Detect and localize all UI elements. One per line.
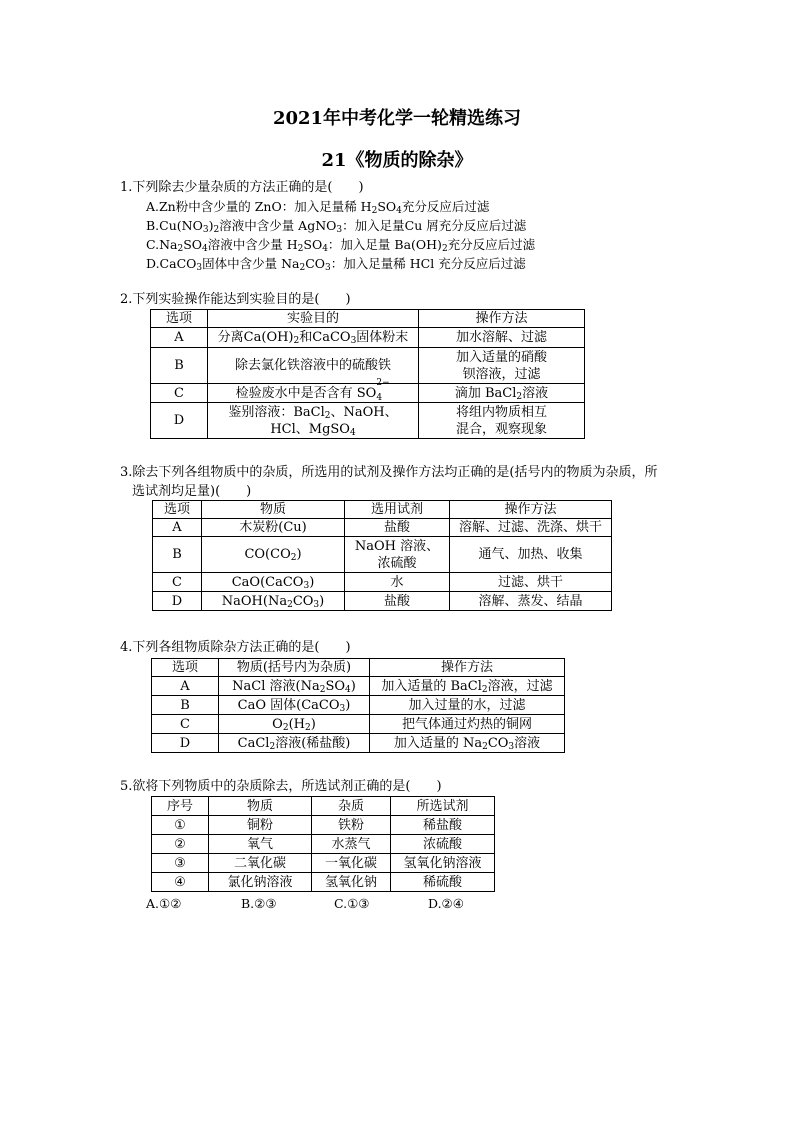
q3-stem-line1: 3.除去下列各组物质中的杂质，所选用的试剂及操作方法均正确的是(括号内的物质为杂质，所 [120,465,658,480]
q5-answer-b: B.②③ [241,896,277,911]
table-cell: 溶解、过滤、洗涤、烘干 [450,519,612,537]
table-header: 选用试剂 [345,501,450,519]
table-row [153,592,612,611]
table-cell: 加入适量的 $Na_2CO_3$溶液 [370,734,565,753]
q4-table [151,658,565,753]
table-header-row [152,659,565,677]
table-header: 物质(括号内为杂质) [219,659,370,677]
table-row [152,715,565,734]
table-cell: 木炭粉(Cu) [202,519,345,537]
table-cell: 将组内物质相互 混合，观察现象 [419,403,585,439]
table-cell: 通气、加热、收集 [450,537,612,573]
table-row [152,734,565,753]
table-cell: 鉴别溶液：BaCl$_2$、NaOH、 HCl、MgSO$_4$ [208,403,419,439]
table-cell: B [151,348,208,384]
table-cell: B [153,537,202,573]
q3-table [152,500,612,611]
table-header: 操作方法 [450,501,612,519]
q4-stem: 4.下列各组物质除杂方法正确的是( ) [120,640,351,655]
table-header-row [151,310,585,328]
table-cell: ④ [152,873,209,892]
table-cell: CaCl$_2$溶液(稀盐酸) [219,734,370,753]
q1-stem: 1.下列除去少量杂质的方法正确的是( ) [120,180,364,195]
table-cell: 氢氧化钠 [312,873,391,892]
page-title: 2021年中考化学一轮精选练习 [272,108,522,129]
table-header: 所选试剂 [391,797,495,816]
table-cell: ② [152,835,209,854]
table-cell: 滴加 BaCl$_2$溶液 [419,384,585,403]
table-cell: 氯化钠溶液 [209,873,312,892]
table-cell: A [152,677,219,696]
table-cell: 加入过量的水，过滤 [370,696,565,715]
table-cell: C [152,715,219,734]
table-header: 操作方法 [370,659,565,677]
table-cell: D [151,403,208,439]
table-cell: 铁粉 [312,816,391,835]
table-header: 杂质 [312,797,391,816]
table-header: 物质 [202,501,345,519]
q5-answer-c: C.①③ [334,896,370,911]
q1-option-d: D.CaCO$_3$固体中含少量 $Na_2CO_3$：加入足量稀 HCl 充分反应后过滤 [146,256,526,273]
q3-stem-line2: 选试剂均足量)( ) [132,484,252,499]
q5-stem: 5.欲将下列物质中的杂质除去，所选试剂正确的是( ) [120,779,442,794]
table-row [152,816,495,835]
table-cell: 检验废水中是否含有 SO 2− 4 [208,384,419,403]
table-cell: 加水溶解、过滤 [419,328,585,348]
table-cell: 盐酸 [345,592,450,611]
table-header: 选项 [151,310,208,328]
table-row [151,384,585,403]
table-cell: C [151,384,208,403]
table-header: 选项 [152,659,219,677]
table-cell: 氧气 [209,835,312,854]
table-cell: $O_2(H_2)$ [219,715,370,734]
table-header-row [153,501,612,519]
table-cell: 除去氯化铁溶液中的硫酸铁 [208,348,419,384]
table-row [152,854,495,873]
table-cell: $NaOH(Na_2CO_3)$ [202,592,345,611]
table-cell: D [152,734,219,753]
q1-option-c: $C.Na_2SO_4$溶液中含少量 $H_2SO_4$：加入足量 $Ba(OH)_2$充分反应后过滤 [146,237,536,254]
table-cell: 把气体通过灼热的铜网 [370,715,565,734]
table-cell: 溶解、蒸发、结晶 [450,592,612,611]
table-row [152,677,565,696]
table-header: 实验目的 [208,310,419,328]
table-cell: D [153,592,202,611]
table-row [153,573,612,592]
table-cell: 浓硫酸 [391,835,495,854]
table-header: 序号 [152,797,209,816]
table-cell: B [152,696,219,715]
q5-table [151,796,495,892]
table-cell: 盐酸 [345,519,450,537]
table-cell: CaO 固体(CaCO$_3$) [219,696,370,715]
table-cell: ① [152,816,209,835]
table-header-row [152,797,495,816]
q1-option-a: A.Zn粉中含少量的 ZnO：加入足量稀 $H_2SO_4$充分反应后过滤 [146,199,490,216]
table-cell: NaCl 溶液$(Na_2SO_4)$ [219,677,370,696]
page-subtitle: 21《物质的除杂》 [321,150,473,171]
table-cell: $CO(CO_2)$ [202,537,345,573]
table-row [152,835,495,854]
table-header: 操作方法 [419,310,585,328]
table-cell: 铜粉 [209,816,312,835]
table-cell: 水蒸气 [312,835,391,854]
q2-table [150,309,585,439]
table-row [151,348,585,384]
table-cell: 过滤、烘干 [450,573,612,592]
table-cell: 加入适量的硝酸 钡溶液，过滤 [419,348,585,384]
table-row [151,328,585,348]
q5-answer-a: A.①② [146,896,182,911]
table-row [153,519,612,537]
table-cell: 水 [345,573,450,592]
table-row [152,696,565,715]
table-cell: CaO(CaCO$_3$) [202,573,345,592]
table-cell: 稀盐酸 [391,816,495,835]
table-cell: A [153,519,202,537]
table-row [152,873,495,892]
table-cell: NaOH 溶液、 浓硫酸 [345,537,450,573]
q1-option-b: $B.Cu(NO_3)_2$溶液中含少量 AgNO$_3$：加入足量Cu 屑充分反应后过滤 [146,218,527,235]
q2-stem: 2.下列实验操作能达到实验目的是( ) [120,292,351,307]
table-cell: 稀硫酸 [391,873,495,892]
table-cell: 二氧化碳 [209,854,312,873]
table-row [153,537,612,573]
table-header: 物质 [209,797,312,816]
table-header: 选项 [153,501,202,519]
table-cell: 分离$Ca(OH)_2$和CaCO$_3$固体粉末 [208,328,419,348]
table-cell: 氢氧化钠溶液 [391,854,495,873]
table-cell: ③ [152,854,209,873]
table-cell: A [151,328,208,348]
table-cell: 一氧化碳 [312,854,391,873]
q5-answer-d: D.②④ [428,896,464,911]
table-row [151,403,585,439]
table-cell: 加入适量的 BaCl$_2$溶液，过滤 [370,677,565,696]
table-cell: C [153,573,202,592]
